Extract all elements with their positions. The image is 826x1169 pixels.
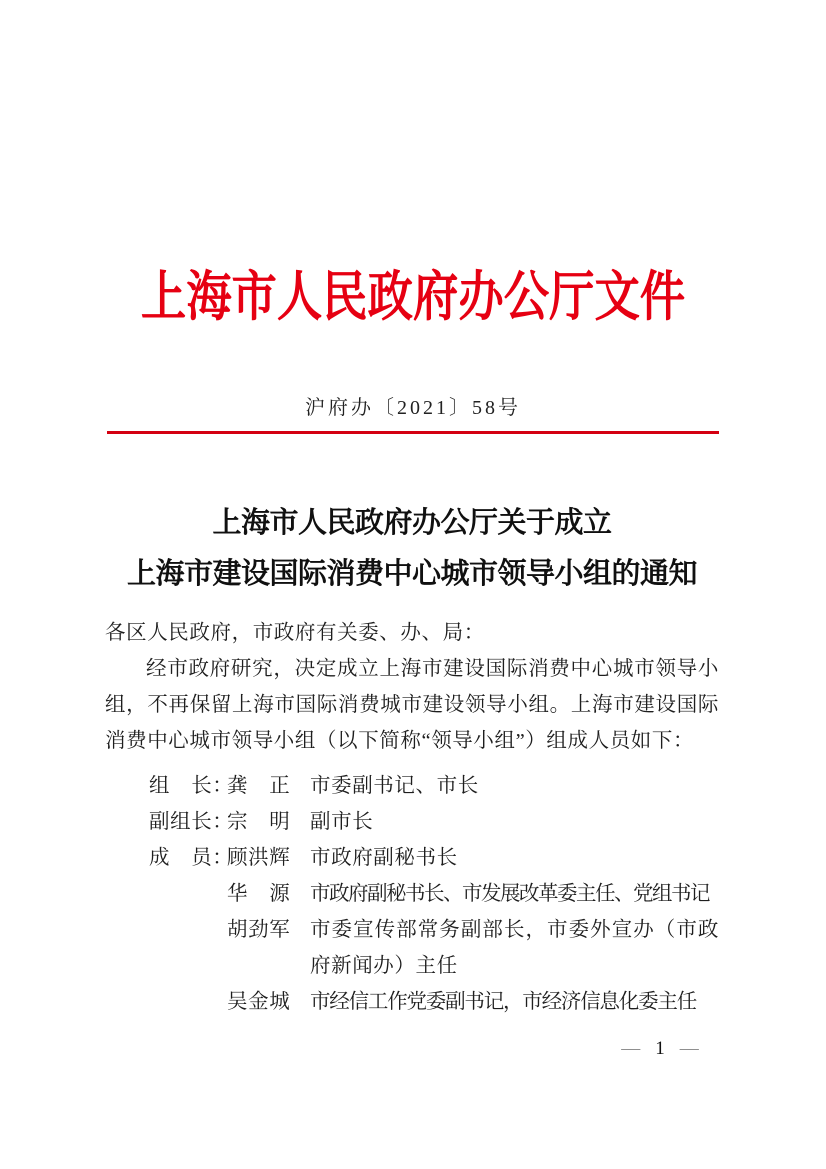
member-name: 华 源 <box>227 883 291 905</box>
member-job-title: 市委副书记、市长 <box>310 775 479 797</box>
member-row <box>105 876 719 912</box>
member-job-title-line: 市委宣传部常务副部长，市委外宣办（市政 <box>310 919 719 941</box>
member-role-label: 组 长： <box>149 775 234 797</box>
member-name: 顾洪辉 <box>227 847 291 869</box>
document-body <box>105 615 719 1020</box>
red-divider-rule <box>107 431 719 434</box>
member-job-title-line: 府新闻办）主任 <box>310 955 458 977</box>
member-row-leader <box>105 768 719 804</box>
document-title-line-2: 上海市建设国际消费中心城市领导小组的通知 <box>126 558 697 590</box>
page-number-value: 1 <box>655 1038 665 1059</box>
member-job-title: 市政府副秘书长、市发展改革委主任、党组书记 <box>310 883 709 905</box>
member-role-label: 副组长： <box>149 811 234 833</box>
member-job-title: 市经信工作党委副书记，市经济信息化委主任 <box>310 991 696 1013</box>
member-name: 胡劲军 <box>227 919 291 941</box>
member-name: 龚 正 <box>227 775 291 797</box>
member-job-title: 副市长 <box>310 811 374 833</box>
member-name: 吴金城 <box>227 991 291 1013</box>
member-job-title: 市政府副秘书长 <box>310 847 458 869</box>
doc-number: 沪府办〔2021〕58号 <box>305 397 521 419</box>
member-row <box>105 984 719 1020</box>
salutation-line: 各区人民政府，市政府有关委、办、局： <box>105 622 485 644</box>
page-number-dash-left: — <box>621 1038 641 1059</box>
member-name: 宗 明 <box>227 811 291 833</box>
member-row <box>105 912 719 984</box>
member-role-label: 成 员： <box>149 847 234 869</box>
member-job-title <box>310 912 719 984</box>
page-number <box>560 1036 760 1062</box>
page-number-dash-right: — <box>679 1038 699 1059</box>
document-title <box>105 498 719 600</box>
intro-paragraph: 经市政府研究，决定成立上海市建设国际消费中心城市领导小组，不再保留上海市国际消费城市建设领导小组。上海市建设国际消费中心城市领导小组（以下简称“领导小组”）组成人员如下： <box>105 658 719 752</box>
member-row <box>105 840 719 876</box>
masthead-org-title: 上海市人民政府办公厅文件 <box>140 267 686 327</box>
member-row-deputy-leader <box>105 804 719 840</box>
document-title-line-1: 上海市人民政府办公厅关于成立 <box>212 507 612 539</box>
member-list <box>105 768 719 1020</box>
